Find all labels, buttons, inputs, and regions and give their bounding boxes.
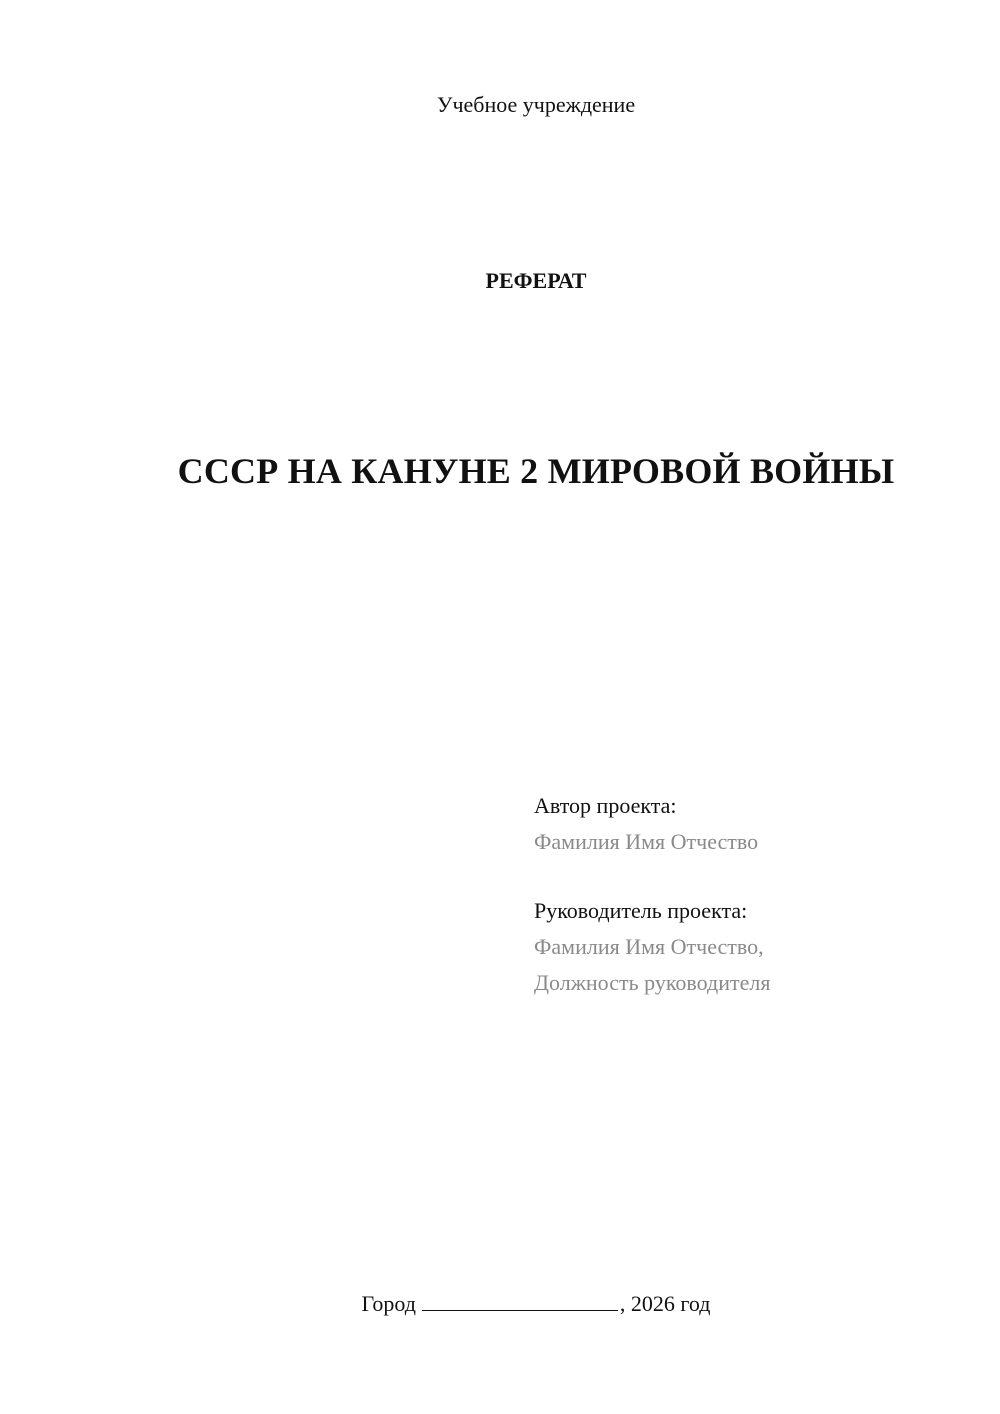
document-type: РЕФЕРАТ [485, 268, 587, 293]
author-name: Фамилия Имя Отчество [534, 829, 759, 854]
spacer [534, 860, 974, 893]
supervisor-label: Руководитель проекта: [534, 898, 748, 923]
people-block [534, 788, 974, 1001]
year-text: , 2026 год [619, 1291, 711, 1316]
city-year-line [0, 1290, 1000, 1317]
author-label: Автор проекта: [534, 793, 677, 818]
document-title: СССР НА КАНУНЕ 2 МИРОВОЙ ВОЙНЫ [177, 451, 895, 491]
institution-name: Учебное учреждение [436, 92, 636, 117]
city-label: Город [361, 1291, 416, 1316]
supervisor-name: Фамилия Имя Отчество, [534, 934, 764, 959]
supervisor-position: Должность руководителя [534, 970, 771, 995]
city-blank-line [422, 1290, 618, 1311]
